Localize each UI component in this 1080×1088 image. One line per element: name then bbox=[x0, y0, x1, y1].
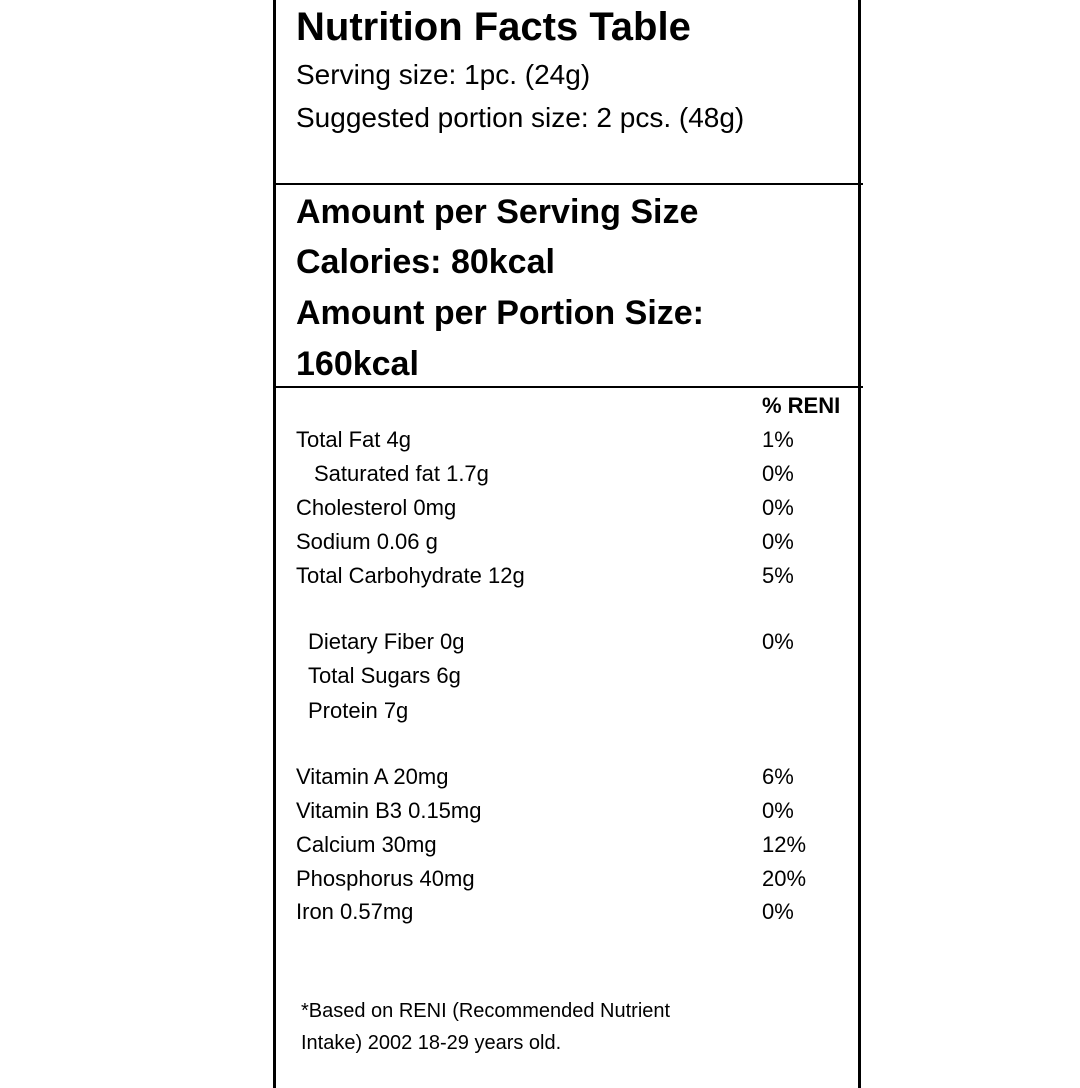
nutrient-percent: 0% bbox=[762, 899, 794, 924]
nutrient-label: Dietary Fiber 0g bbox=[308, 629, 465, 654]
nutrient-percent: 0% bbox=[762, 461, 794, 486]
nutrient-label: Calcium 30mg bbox=[296, 832, 437, 857]
serving-heading: Amount per Serving Size bbox=[296, 193, 699, 231]
portion-heading: Amount per Portion Size: bbox=[296, 294, 704, 332]
nutrient-percent: 0% bbox=[762, 798, 794, 823]
nutrient-percent: 0% bbox=[762, 495, 794, 520]
nutrient-row bbox=[0, 561, 1080, 591]
panel-title: Nutrition Facts Table bbox=[296, 5, 691, 49]
nutrient-label: Cholesterol 0mg bbox=[296, 495, 457, 520]
nutrient-row bbox=[0, 762, 1080, 792]
nutrient-row bbox=[0, 830, 1080, 860]
nutrient-label: Total Carbohydrate 12g bbox=[296, 563, 525, 588]
reni-footnote: *Based on RENI (Recommended Nutrient Intake) 2002 18-29 years old. bbox=[301, 1000, 671, 1054]
nutrient-row bbox=[0, 425, 1080, 455]
nutrient-label: Phosphorus 40mg bbox=[296, 866, 475, 891]
nutrient-percent: 5% bbox=[762, 563, 794, 588]
nutrient-label: Sodium 0.06 g bbox=[296, 529, 438, 554]
reni-column-header: % RENI bbox=[762, 393, 841, 418]
nutrient-percent: 0% bbox=[762, 629, 794, 654]
portion-size-text: Suggested portion size: 2 pcs. (48g) bbox=[296, 102, 745, 133]
portion-calories: 160kcal bbox=[296, 345, 419, 383]
nutrient-percent: 1% bbox=[762, 427, 794, 452]
nutrient-label: Protein 7g bbox=[308, 698, 409, 723]
section-divider bbox=[275, 183, 863, 185]
nutrient-row bbox=[0, 897, 1080, 927]
nutrient-label: Total Fat 4g bbox=[296, 427, 411, 452]
nutrient-row bbox=[0, 696, 1080, 726]
nutrient-row bbox=[0, 864, 1080, 894]
nutrient-percent: 12% bbox=[762, 832, 807, 857]
nutrient-label: Vitamin A 20mg bbox=[296, 764, 449, 789]
nutrient-row bbox=[0, 493, 1080, 523]
nutrient-row bbox=[0, 661, 1080, 691]
nutrient-row bbox=[0, 527, 1080, 557]
section-divider bbox=[275, 386, 863, 388]
nutrient-label: Total Sugars 6g bbox=[308, 663, 461, 688]
nutrient-label: Vitamin B3 0.15mg bbox=[296, 798, 482, 823]
nutrient-percent: 6% bbox=[762, 764, 794, 789]
nutrient-label: Saturated fat 1.7g bbox=[314, 461, 489, 486]
serving-size-text: Serving size: 1pc. (24g) bbox=[296, 59, 591, 90]
nutrient-row bbox=[0, 627, 1080, 657]
nutrient-row bbox=[0, 459, 1080, 489]
nutrient-row bbox=[0, 796, 1080, 826]
serving-calories: Calories: 80kcal bbox=[296, 243, 555, 281]
nutrient-percent: 20% bbox=[762, 866, 807, 891]
nutrient-percent: 0% bbox=[762, 529, 794, 554]
nutrient-label: Iron 0.57mg bbox=[296, 899, 414, 924]
